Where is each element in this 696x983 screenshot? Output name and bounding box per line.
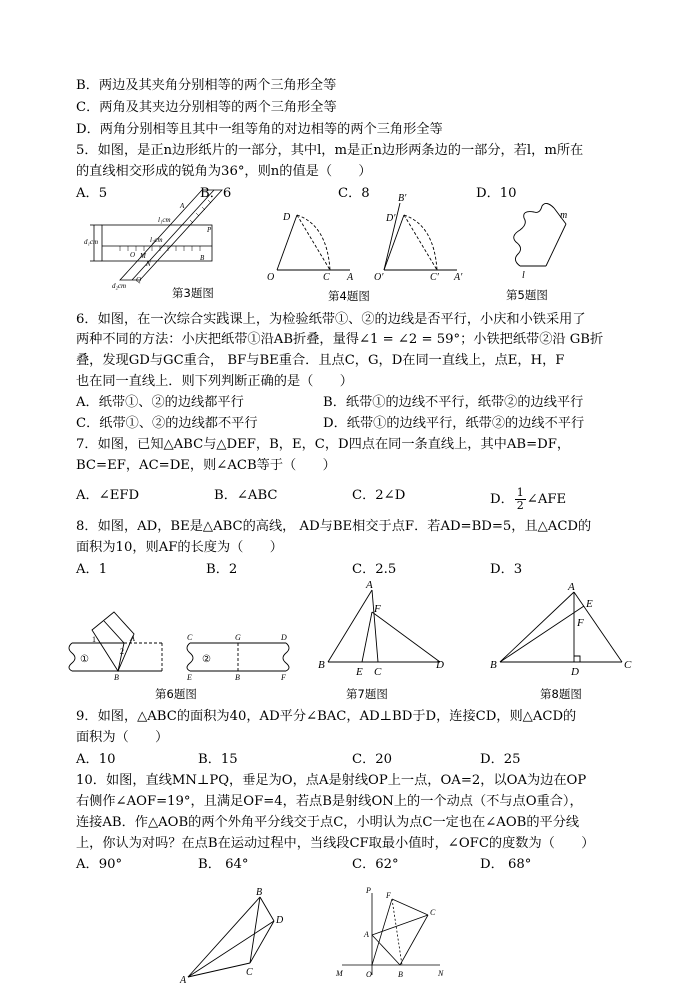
fig3-a: A — [180, 202, 185, 210]
fig10-c: C — [430, 908, 436, 917]
q7-option-d-suffix: ∠AFE — [526, 492, 567, 507]
q8-option-c: C．2.5 — [352, 562, 397, 577]
figure-7 — [316, 578, 456, 678]
q5-option-a: A．5 — [76, 186, 108, 201]
fig8-c: C — [624, 659, 632, 671]
fig4-a: A — [347, 272, 354, 283]
option-d-prev: D．两角分别相等且其中一组等角的对边相等的两个三角形全等 — [76, 122, 443, 137]
q9-option-d: D．25 — [480, 752, 521, 767]
q10-option-a: A．90° — [76, 857, 123, 872]
fig10-n: N — [438, 969, 444, 978]
q6-option-b: B．纸带①的边线不平行，纸带②的边线平行 — [323, 395, 584, 410]
fig6-angle-2: 2 — [120, 647, 124, 656]
fig10-a: A — [364, 930, 369, 939]
q8-option-b: B．2 — [206, 562, 238, 577]
q6-option-a: A．纸带①、②的边线都平行 — [76, 395, 244, 410]
option-b-prev: B．两边及其夹角分别相等的两个三角形全等 — [76, 78, 337, 93]
fig10-b: B — [398, 970, 403, 979]
fig4-d: D — [283, 212, 291, 223]
fig4b-c: C′ — [430, 272, 439, 283]
fig4b-b: B′ — [398, 193, 407, 204]
fig4b-a: A′ — [454, 272, 463, 283]
fig6-e: E — [187, 673, 192, 682]
q10-line1: 10．如图，直线MN⊥PQ，垂足为O，点A是射线OP上一点，OA=2，以OA为边在OP — [76, 773, 587, 788]
fig4-c: C — [323, 272, 330, 283]
fig6-a: A — [130, 634, 135, 643]
fig3-l1: l₁cm — [158, 216, 171, 224]
q5-option-b: B．6 — [200, 186, 232, 201]
q10-option-b: B． 64° — [198, 857, 249, 872]
q7-fraction-num: 1 — [516, 486, 524, 499]
fig8-b: B — [490, 659, 497, 671]
q7-option-b: B．∠ABC — [214, 488, 278, 503]
fig6-f: F — [281, 673, 286, 682]
fig3-d1: d₁cm — [84, 238, 99, 246]
q6-line4: 也在同一直线上．则下列判断正确的是（ ） — [76, 374, 353, 389]
fig6-b: B — [114, 673, 119, 682]
q7-option-d-prefix: D． — [490, 492, 514, 507]
fig6-g: G — [235, 633, 241, 642]
fig10-o: O — [366, 970, 372, 979]
fig6-b2: B — [235, 673, 240, 682]
q8-line1: 8．如图，AD，BE是△ABC的高线， AD与BE相交于点F．若AD=BD=5，且△ACD的 — [76, 519, 592, 534]
fig4b-d: D′ — [386, 213, 396, 224]
figure-3 — [80, 180, 230, 290]
fig3-b: B — [200, 254, 205, 262]
q8-option-d: D．3 — [490, 562, 523, 577]
q7-option-c: C．2∠D — [352, 488, 406, 503]
q6-line3: 叠，发现GD与GC重合， BF与BE重合．且点C，G，D在同一直线上，点E，H，F — [76, 353, 565, 368]
figure-8 — [488, 580, 638, 678]
fig8-e: E — [586, 598, 593, 610]
figure-6 — [62, 600, 302, 685]
fig9-c: C — [246, 967, 253, 978]
fig8-a: A — [568, 581, 575, 593]
fig8-d: D — [571, 666, 579, 678]
q6-option-d: D．纸带①的边线平行，纸带②的边线不平行 — [323, 416, 585, 431]
q8-line2: 面积为10，则AF的长度为（ ） — [76, 540, 283, 555]
q9-option-c: C．20 — [352, 752, 393, 767]
q7-line1: 7．如图，已知△ABC与△DEF，B，E，C，D四点在同一条直线上，其中AB=DF， — [76, 437, 571, 452]
figure-9 — [178, 885, 298, 983]
caption-fig4: 第4题图 — [328, 289, 370, 303]
q6-line2: 两种不同的方法：小庆把纸带①沿AB折叠，量得∠1 = ∠2 = 59°；小铁把纸带②沿 GB折 — [76, 332, 604, 347]
caption-fig8: 第8题图 — [540, 687, 582, 701]
fig5-m: m — [560, 210, 568, 221]
fig7-e: E — [356, 666, 363, 678]
fig10-p: P — [366, 886, 371, 895]
caption-fig5: 第5题图 — [506, 288, 548, 302]
q5-option-c: C．8 — [338, 186, 370, 201]
caption-fig7: 第7题图 — [346, 687, 388, 701]
q7-fraction-den: 2 — [516, 499, 524, 512]
q9-line2: 面积为（ ） — [76, 730, 169, 745]
caption-fig6: 第6题图 — [155, 687, 197, 701]
fig6-circle-2: ② — [202, 654, 211, 665]
q8-option-a: A．1 — [76, 562, 108, 577]
figure-10 — [336, 885, 446, 983]
fig3-m: M — [140, 252, 146, 260]
fig3-l2: l₂cm — [150, 236, 163, 244]
fig9-a: A — [180, 975, 187, 983]
fig5-l: l — [522, 270, 525, 281]
q5-line2: 的直线相交形成的锐角为36°，则n的值是（ ） — [76, 164, 372, 179]
fig3-p: P — [207, 226, 212, 234]
caption-fig3: 第3题图 — [172, 286, 214, 300]
fig3-n: N — [146, 260, 151, 268]
q9-option-b: B．15 — [198, 752, 238, 767]
fig7-d: D — [436, 659, 444, 671]
q5-line1: 5．如图，是正n边形纸片的一部分，其中l，m是正n边形两条边的一部分，若l，m所在 — [76, 143, 584, 158]
q6-option-c: C．纸带①、②的边线都不平行 — [76, 416, 258, 431]
fig7-a: A — [366, 579, 373, 591]
fig6-d: D — [281, 633, 287, 642]
q7-option-a: A．∠EFD — [76, 488, 140, 503]
q10-line2: 右侧作∠AOF=19°，且满足OF=4，若点B是射线ON上的一个动点（不与点O重合）， — [76, 794, 583, 809]
option-c-prev: C．两角及其夹边分别相等的两个三角形全等 — [76, 100, 337, 115]
q10-line4: 上，你认为对吗？在点B在运动过程中，当线段CF取最小值时，∠OFC的度数为（ ） — [76, 836, 595, 851]
q10-line3: 连接AB．作△AOB的两个外角平分线交于点C，小明认为点C一定也在∠AOB的平分线 — [76, 815, 580, 830]
q10-option-d: D． 68° — [480, 857, 532, 872]
q9-line1: 9．如图，△ABC的面积为40，AD平分∠BAC，AD⊥BD于D，连接CD，则△ACD的 — [76, 709, 577, 724]
figure-4b — [372, 193, 472, 285]
fig4-o: O — [267, 272, 275, 283]
fig9-b: B — [256, 887, 263, 898]
fig4b-o: O′ — [374, 272, 384, 283]
figure-5 — [500, 198, 580, 283]
figure-4 — [265, 200, 365, 285]
fig6-circle-1: ① — [80, 654, 89, 665]
fig3-d2: d₂cm — [112, 282, 127, 290]
q9-option-a: A．10 — [76, 752, 116, 767]
q5-option-d: D．10 — [476, 186, 517, 201]
fig6-angle-1: 1 — [92, 635, 96, 644]
fig3-o: O — [130, 251, 136, 259]
fig3-q: Q — [136, 276, 142, 284]
q6-line1: 6．如图，在一次综合实践课上，为检验纸带①、②的边线是否平行，小庆和小铁采用了 — [76, 312, 586, 327]
fig6-c: C — [187, 633, 193, 642]
fig9-d: D — [276, 915, 284, 926]
fig10-m: M — [336, 969, 343, 978]
fig8-f: F — [577, 617, 584, 629]
q10-option-c: C．62° — [352, 857, 399, 872]
fig7-f: F — [374, 603, 381, 615]
q7-line2: BC=EF，AC=DE，则∠ACB等于（ ） — [76, 458, 336, 473]
fig10-f: F — [386, 891, 391, 900]
fig7-b: B — [318, 659, 325, 671]
q7-option-d — [490, 487, 566, 512]
fig7-c: C — [374, 666, 382, 678]
